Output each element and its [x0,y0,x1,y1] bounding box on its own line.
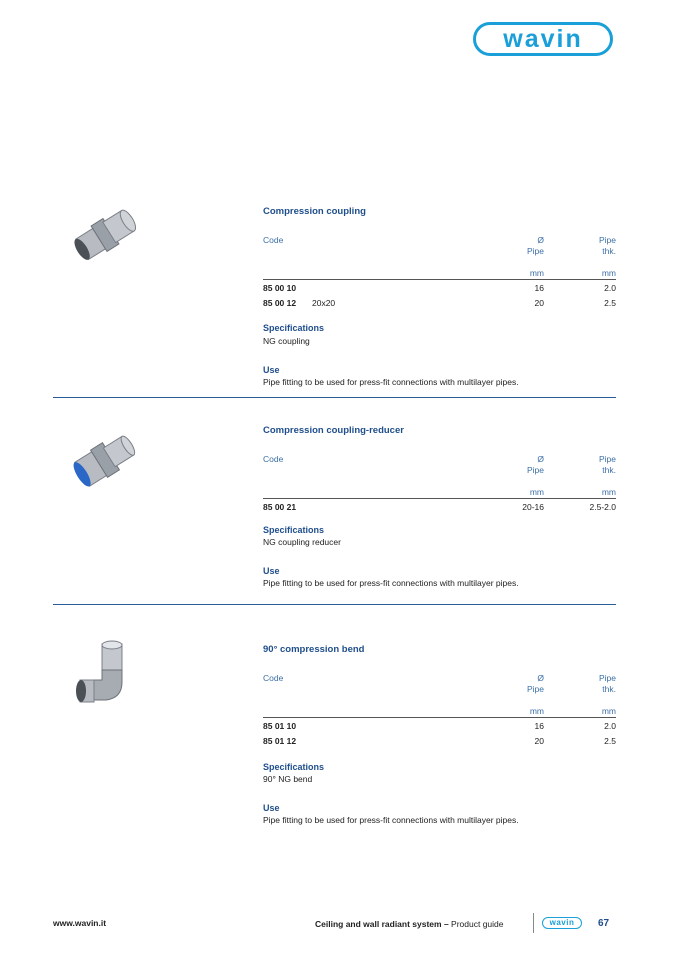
column-header-diameter: Ø Pipe [526,235,544,256]
column-header-diameter: Ø Pipe [526,454,544,475]
product-title: Compression coupling [263,206,366,217]
column-header-thickness: Pipe thk. [598,673,616,694]
specifications-heading: Specifications [263,762,325,772]
table-rule [263,279,616,280]
specifications-heading: Specifications [263,525,325,535]
table-row: 85 01 12 20 2.5 [263,736,616,746]
product-title: Compression coupling-reducer [263,425,404,436]
compression-coupling-image [60,195,150,295]
footer-guide-title: Ceiling and wall radiant system – Product guide [315,919,504,929]
use-heading: Use [263,566,280,576]
specifications-text: NG coupling [263,336,310,346]
column-header-thickness: Pipe thk. [598,235,616,256]
compression-bend-image [60,638,150,738]
specifications-text: 90° NG bend [263,774,313,784]
product-title: 90° compression bend [263,644,365,655]
use-text: Pipe fitting to be used for press-fit connections with multilayer pipes. [263,377,519,387]
table-rule [263,498,616,499]
unit-mm: mm [529,487,544,497]
column-header-code: Code [263,454,284,464]
unit-mm: mm [601,706,616,716]
unit-mm: mm [529,706,544,716]
footer-website-link[interactable]: www.wavin.it [53,918,107,928]
section-divider [53,604,616,605]
table-row: 85 00 21 20-16 2.5-2.0 [263,502,616,512]
compression-coupling-reducer-image [60,420,150,520]
unit-mm: mm [529,268,544,278]
footer-wavin-logo: wavin [542,917,582,929]
use-heading: Use [263,803,280,813]
table-row: 85 00 12 20x20 20 2.5 [263,298,616,308]
unit-mm: mm [601,268,616,278]
use-heading: Use [263,365,280,375]
use-text: Pipe fitting to be used for press-fit connections with multilayer pipes. [263,578,519,588]
column-header-code: Code [263,673,284,683]
table-rule [263,717,616,718]
footer-separator [533,913,534,933]
use-text: Pipe fitting to be used for press-fit connections with multilayer pipes. [263,815,519,825]
wavin-logo: wavin [473,22,613,56]
section-divider [53,397,616,398]
column-header-diameter: Ø Pipe [526,673,544,694]
specifications-heading: Specifications [263,323,325,333]
table-row: 85 01 10 16 2.0 [263,721,616,731]
table-row: 85 00 10 16 2.0 [263,283,616,293]
specifications-text: NG coupling reducer [263,537,341,547]
column-header-code: Code [263,235,284,245]
column-header-thickness: Pipe thk. [598,454,616,475]
unit-mm: mm [601,487,616,497]
page-number: 67 [598,918,610,929]
